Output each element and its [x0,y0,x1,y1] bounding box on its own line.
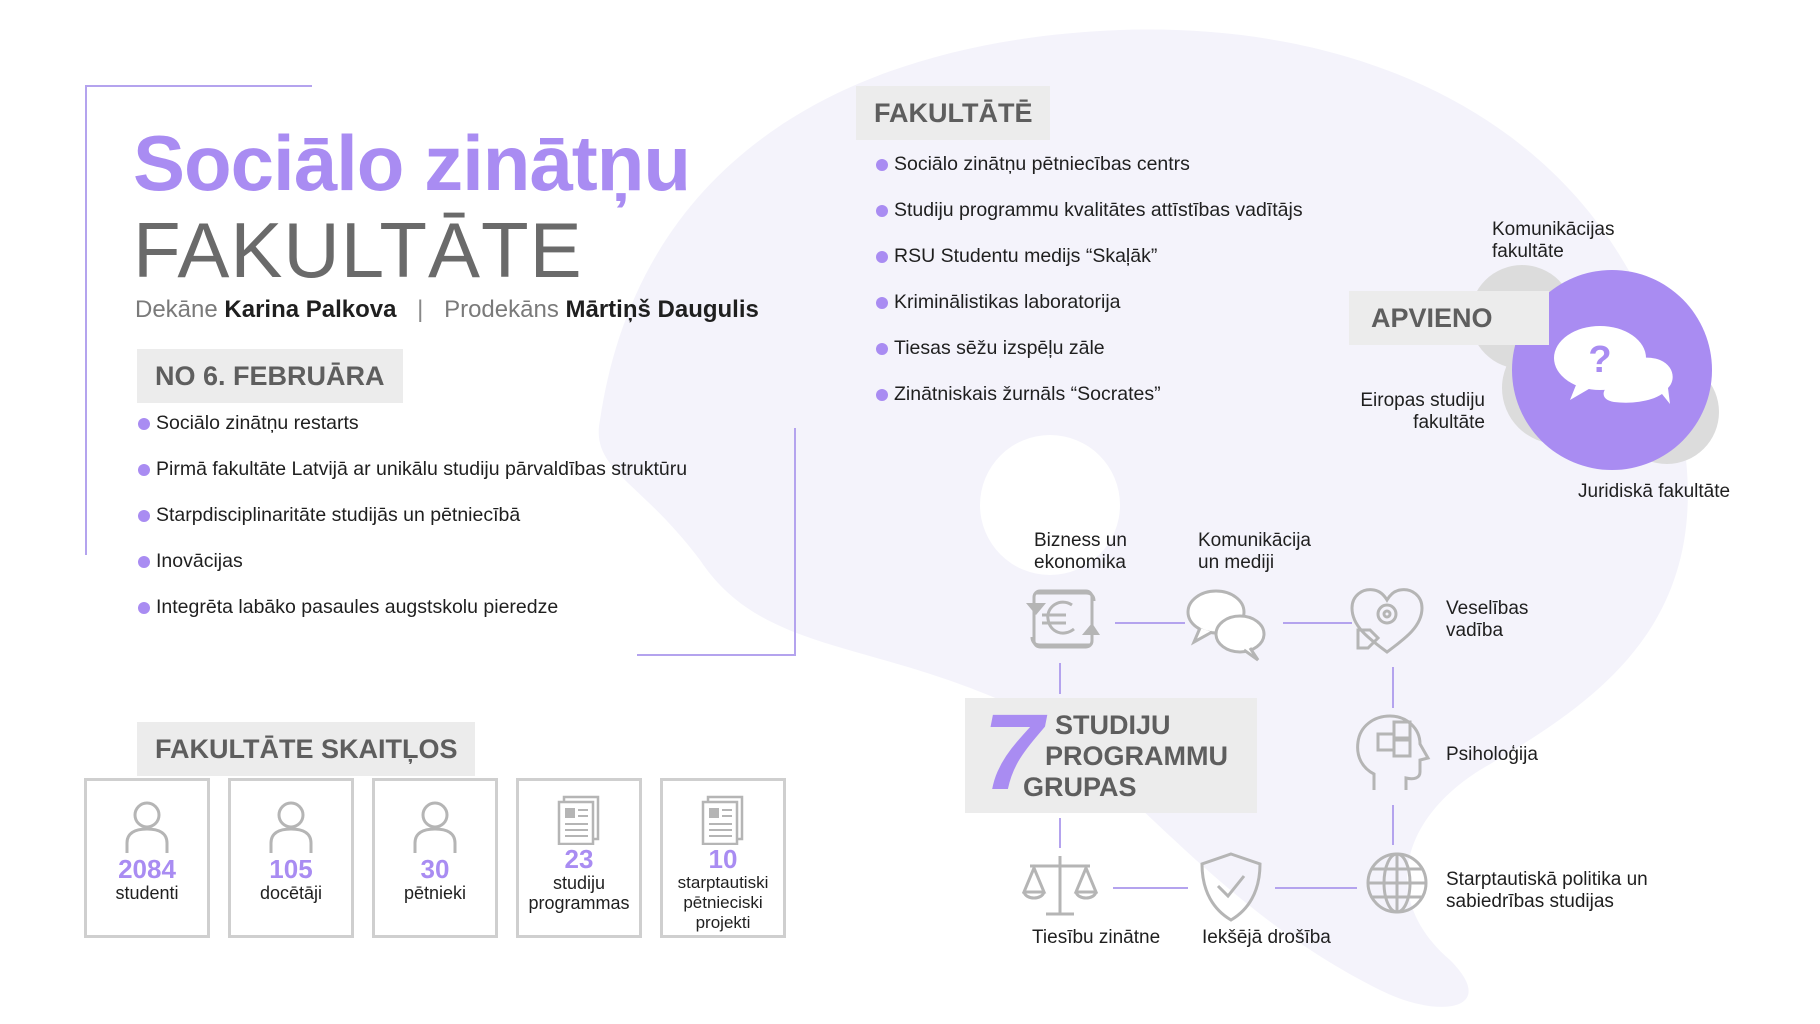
list-item: Zinātniskais žurnāls “Socrates” [876,381,1303,427]
program-label-psychology: Psiholoģija [1446,744,1538,765]
list-item: Pirmā fakultāte Latvijā ar unikālu studiju pārvaldības struktūru [138,456,687,502]
program-groups-box [965,691,1257,813]
dean-role: Dekāne [135,296,218,323]
program-label-business: Bizness un ekonomika [1034,530,1127,573]
list-item: Tiesas sēžu izspēļu zāle [876,335,1303,381]
program-groups-label [1023,710,1228,803]
program-label-law: Tiesību zinātne [1032,927,1161,948]
heart-gear-icon [1348,586,1426,658]
program-groups-count: 7 [983,691,1044,812]
shield-check-icon [1198,850,1264,922]
svg-text:?: ? [1588,339,1612,381]
stat-value: 23 [564,844,594,874]
person-icon [122,799,172,855]
unites-faculty-european: Eiropas studiju fakultāte [1360,390,1485,433]
unites-heading: APVIENO [1349,291,1549,345]
list-item: RSU Studentu medijs “Skaļāk” [876,243,1303,289]
separator: | [417,296,424,323]
dean-name: Karina Palkova [224,296,397,323]
stat-value: 105 [269,854,313,884]
document-icon [556,795,602,845]
stat-label: starptautiski pētnieciski projekti [677,873,769,932]
title-line-2: FAKULTĀTE [133,206,583,294]
stat-value: 30 [420,854,450,884]
since-list [138,410,687,640]
stat-card [84,778,210,938]
list-item: Sociālo zinātņu restarts [138,410,687,456]
program-label-international: Starptautiskā politika un sabiedrības studijas [1446,869,1648,912]
person-icon [410,799,460,855]
stat-card [516,778,642,938]
speech-bubbles-question-icon [1552,322,1676,422]
head-puzzle-icon [1352,712,1434,794]
person-icon [266,799,316,855]
stat-label: studenti [115,883,179,903]
chat-bubbles-icon [1184,586,1270,662]
stat-value: 10 [708,844,738,874]
program-groups-label-line: GRUPAS [1023,772,1137,802]
unites-faculty-law: Juridiskā fakultāte [1578,481,1731,502]
list-item: Inovācijas [138,548,687,594]
globe-icon [1364,850,1430,916]
program-label-health: Veselības vadība [1446,598,1529,641]
stat-card [372,778,498,938]
program-groups-label-line: STUDIJU [1055,710,1171,740]
scales-icon [1022,852,1098,918]
list-item: Studiju programmu kvalitātes attīstības vadītājs [876,197,1303,243]
program-label-communication: Komunikācija un mediji [1198,530,1311,573]
stat-card [660,778,786,938]
faculty-list [876,151,1303,427]
leadership-line [135,296,759,324]
stat-label: studiju programmas [528,873,630,913]
vice-dean-name: Mārtiņš Daugulis [565,296,759,323]
program-groups-label-line: PROGRAMMU [1045,741,1228,771]
unites-faculty-communication: Komunikācijas fakultāte [1492,219,1615,262]
stat-card [228,778,354,938]
since-heading: NO 6. FEBRUĀRA [137,349,403,403]
list-item: Kriminālistikas laboratorija [876,289,1303,335]
stat-label: docētāji [259,883,323,903]
stat-label: pētnieki [403,883,467,903]
numbers-heading: FAKULTĀTE SKAITĻOS [137,722,475,776]
title-line-1: Sociālo zinātņu [133,119,691,207]
list-item: Integrēta labāko pasaules augstskolu pieredze [138,594,687,640]
faculty-heading: FAKULTĀTĒ [856,86,1050,140]
stat-value: 2084 [118,854,176,884]
program-label-security: Iekšējā drošība [1202,927,1331,948]
vice-dean-role: Prodekāns [444,296,559,323]
list-item: Starpdisciplinaritāte studijās un pētniecībā [138,502,687,548]
document-icon [700,795,746,845]
euro-exchange-icon [1024,583,1102,655]
list-item: Sociālo zinātņu pētniecības centrs [876,151,1303,197]
